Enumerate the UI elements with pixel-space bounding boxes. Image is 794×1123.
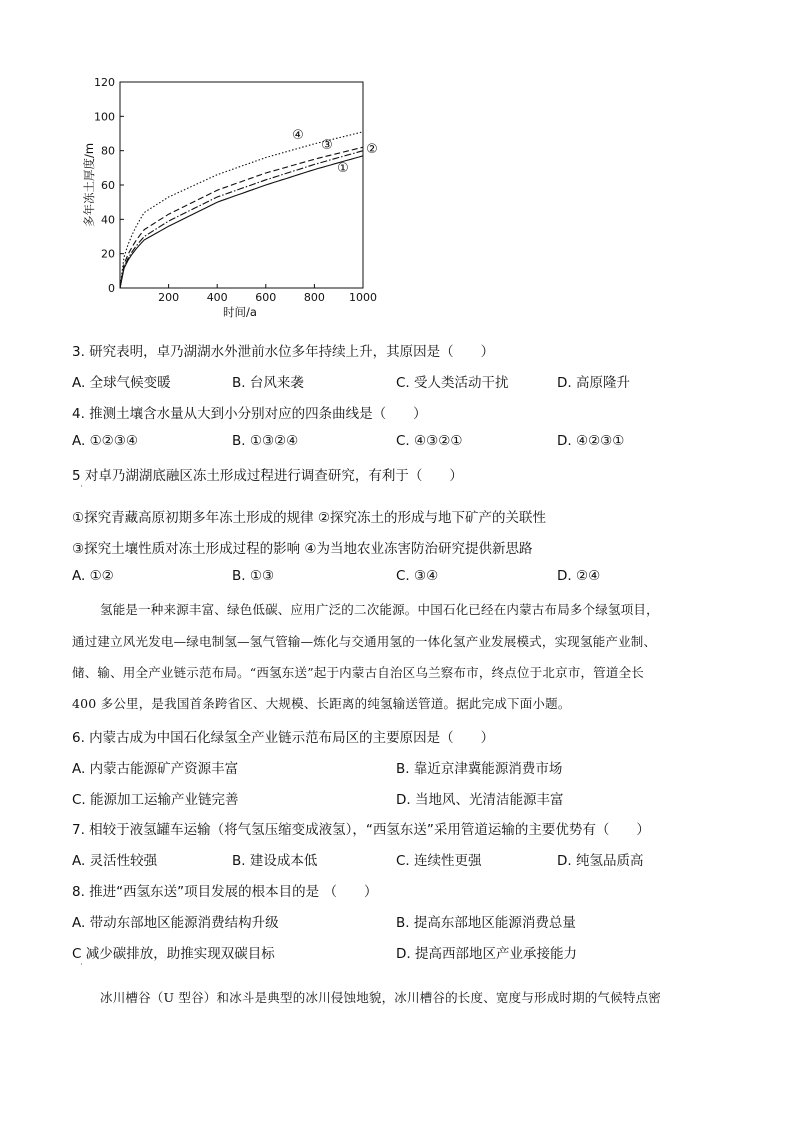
series-line-4 (120, 132, 363, 288)
series-line-3 (120, 147, 363, 288)
q4-option-d[interactable]: D. ④②③① (557, 433, 625, 449)
y-tick-label: 100 (94, 110, 115, 124)
plot-frame (120, 82, 363, 288)
q8-stem: 8. 推进“西氢东送”项目发展的根本目的是 （ ） (72, 884, 378, 900)
series-label-3: ③ (321, 138, 333, 153)
q7-stem: 7. 相较于液氢罐车运输（将气氢压缩变成液氢），“西氢东送”采用管道运输的主要优势有（ ） (72, 822, 650, 838)
q5-statements-2: ③探究土壤性质对冻土形成过程的影响 ④为当地农业冻害防治研究提供新思路 (72, 541, 533, 557)
q7-option-a[interactable]: A. 灵活性较强 (72, 853, 158, 869)
y-tick-label: 60 (101, 179, 115, 192)
passage1-line-1: 氢能是一种来源丰富、绿色低碳、应用广泛的二次能源。中国石化已经在内蒙古布局多个绿氢项目， (100, 602, 659, 617)
frozen-soil-chart (0, 0, 794, 330)
q4-stem: 4. 推测土壤含水量从大到小分别对应的四条曲线是（ ） (72, 406, 427, 422)
passage1-line-4: 400 多公里，是我国首条跨省区、大规模、长距离的纯氢输送管道。据此完成下面小题。 (72, 696, 571, 711)
q7-option-b[interactable]: B. 建设成本低 (232, 853, 318, 869)
q3-stem: 3. 研究表明，卓乃湖湖水外泄前水位多年持续上升，其原因是（ ） (72, 344, 495, 360)
q5-dot: · (80, 482, 83, 492)
q7-option-d[interactable]: D. 纯氢品质高 (557, 853, 644, 869)
q8-dot: · (80, 960, 83, 970)
q6-option-a[interactable]: A. 内蒙古能源矿产资源丰富 (72, 761, 239, 777)
q3-option-c[interactable]: C. 受人类活动干扰 (396, 375, 509, 391)
q4-option-b[interactable]: B. ①③②④ (232, 433, 299, 449)
q8-option-c[interactable]: C 减少碳排放，助推实现双碳目标 (72, 946, 275, 962)
q5-option-c[interactable]: C. ③④ (396, 568, 439, 584)
q8-option-d[interactable]: D. 提高西部地区产业承接能力 (396, 946, 577, 962)
q4-option-a[interactable]: A. ①②③④ (72, 433, 138, 449)
q3-option-b[interactable]: B. 台风来袭 (232, 375, 304, 391)
series-label-2: ② (366, 142, 378, 157)
q6-option-d[interactable]: D. 当地风、光清洁能源丰富 (396, 792, 564, 808)
passage2-line-1: 冰川槽谷（U 型谷）和冰斗是典型的冰川侵蚀地貌，冰川槽谷的长度、宽度与形成时期的气候特点密 (100, 990, 662, 1005)
q6-option-c[interactable]: C. 能源加工运输产业链完善 (72, 792, 239, 808)
series-line-2 (120, 151, 363, 288)
passage1-line-2: 通过建立风光发电—绿电制氢—氢气管输—炼化与交通用氢的一体化氢产业发展模式，实现氢能产业制、 (72, 634, 657, 649)
q6-stem: 6. 内蒙古成为中国石化绿氢全产业链示范布局区的主要原因是（ ） (72, 730, 495, 746)
y-tick-label: 20 (101, 247, 115, 261)
q6-option-b[interactable]: B. 靠近京津冀能源消费市场 (396, 761, 563, 777)
x-tick-label: 600 (255, 291, 277, 304)
q3-option-a[interactable]: A. 全球气候变暖 (72, 375, 171, 391)
x-tick-label: 400 (206, 291, 228, 304)
series-line-1 (120, 156, 363, 288)
series-label-1: ① (337, 161, 349, 176)
y-tick-label: 40 (101, 213, 115, 227)
x-axis-label: 时间/a (223, 305, 257, 319)
x-tick-label: 1000 (349, 291, 377, 304)
q5-option-d[interactable]: D. ②④ (557, 568, 601, 584)
q8-option-b[interactable]: B. 提高东部地区能源消费总量 (396, 915, 576, 931)
y-tick-label: 120 (94, 76, 115, 89)
x-tick-label: 800 (303, 291, 325, 304)
q5-stem: 5 对卓乃湖湖底融区冻土形成过程进行调查研究，有利于（ ） (72, 468, 463, 484)
q3-option-d[interactable]: D. 高原隆升 (557, 375, 630, 391)
x-tick-label: 200 (158, 291, 180, 304)
y-axis-label: 多年冻土厚度/m (82, 142, 96, 228)
q5-option-a[interactable]: A. ①② (72, 568, 114, 584)
passage1-line-3: 储、输、用全产业链示范布局。“西氢东送”起于内蒙古自治区乌兰察布市，终点位于北京市，管道全长 (72, 665, 644, 680)
q5-statements-1: ①探究青藏高原初期多年冻土形成的规律 ②探究冻土的形成与地下矿产的关联性 (72, 510, 546, 526)
q4-option-c[interactable]: C. ④③②① (396, 433, 463, 449)
y-tick-label: 80 (101, 144, 115, 158)
y-tick-label: 0 (108, 282, 115, 295)
q7-option-c[interactable]: C. 连续性更强 (396, 853, 482, 869)
q5-option-b[interactable]: B. ①③ (232, 568, 275, 584)
q8-option-a[interactable]: A. 带动东部地区能源消费结构升级 (72, 915, 279, 931)
series-label-4: ④ (292, 128, 304, 143)
